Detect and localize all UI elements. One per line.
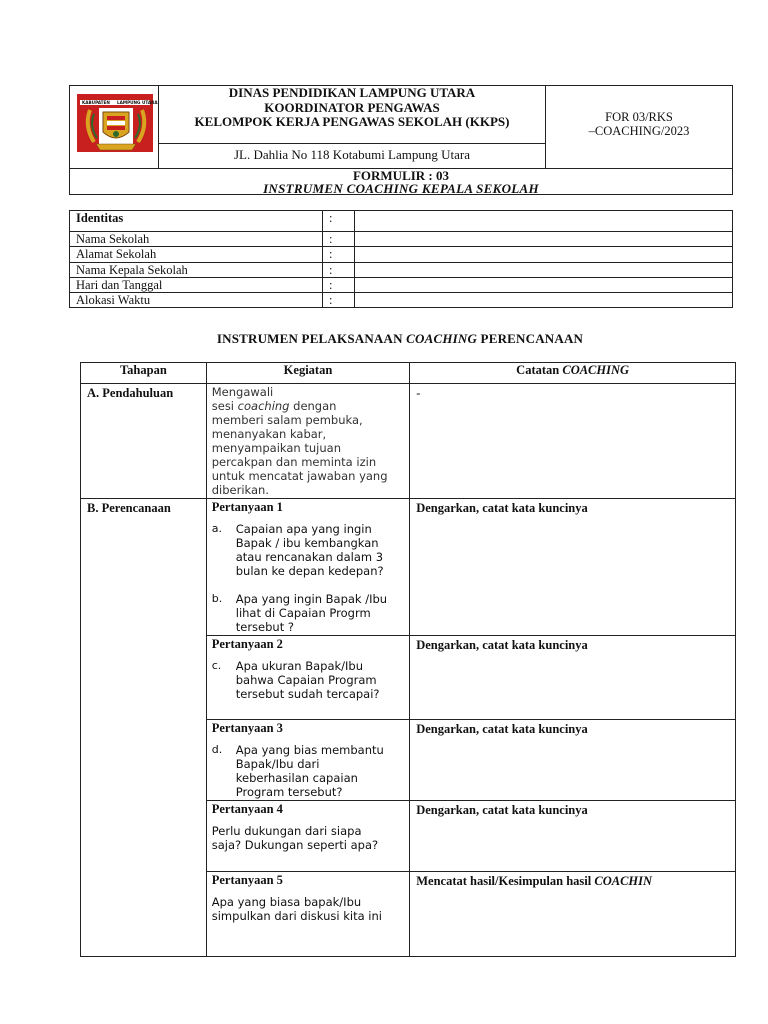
question-text — [212, 895, 404, 923]
notes-cell[interactable]: Dengarkan, catat kata kuncinya — [410, 499, 736, 636]
section-title — [0, 331, 768, 347]
question-text — [236, 659, 380, 701]
identity-label: Hari dan Tanggal — [70, 277, 323, 292]
section-title-pre: INSTRUMEN PELAKSANAAN — [216, 331, 407, 346]
activity-line: memberi salam pembuka, — [211, 413, 363, 427]
identity-table — [69, 210, 733, 308]
activity-line: untuk mencatat jawaban yang — [211, 469, 388, 483]
conclusion-note-text: Mencatat hasil/Kesimpulan hasil — [416, 874, 595, 888]
item-marker: a. — [211, 522, 222, 535]
agency-address: JL. Dahlia No 118 Kotabumi Lampung Utara — [234, 147, 470, 162]
identity-value-field[interactable] — [355, 211, 733, 232]
identity-header-row — [70, 211, 733, 232]
column-header-stage: Tahapan — [81, 363, 207, 384]
activity-line: menanyakan kabar, — [211, 427, 327, 441]
question-text — [236, 592, 387, 634]
question-line: atau rencanakan dalam 3 — [235, 550, 384, 564]
agency-line-2: KOORDINATOR PENGAWAS — [264, 99, 440, 115]
form-title-row — [70, 168, 732, 194]
identity-row — [70, 262, 733, 277]
question-line: bahwa Capaian Program — [235, 673, 377, 687]
item-marker: c. — [211, 659, 222, 672]
identity-value-field[interactable] — [355, 262, 733, 277]
question-line: Apa yang ingin Bapak /Ibu — [235, 592, 388, 606]
notes-cell[interactable]: Dengarkan, catat kata kuncinya — [410, 720, 736, 801]
coaching-table — [80, 362, 736, 957]
question-line: Apa yang bias membantu — [235, 743, 384, 757]
logo-cell — [70, 86, 159, 168]
form-code-cell — [546, 86, 732, 168]
question-line: Apa yang biasa bapak/Ibu — [211, 895, 362, 909]
question-title: Pertanyaan 5 — [211, 873, 283, 887]
question-title: Pertanyaan 1 — [211, 500, 283, 514]
item-marker: d. — [211, 743, 223, 756]
identity-colon: : — [323, 262, 355, 277]
activity-cell — [206, 499, 409, 636]
question-line: saja? Dukungan seperti apa? — [211, 838, 379, 852]
identity-colon: : — [323, 247, 355, 262]
stage-cell: A. Pendahuluan — [81, 384, 207, 499]
question-line: Apa ukuran Bapak/Ibu — [235, 659, 364, 673]
form-number: FORMULIR : 03 — [352, 168, 450, 183]
identity-label: Nama Sekolah — [70, 232, 323, 247]
form-code-line-1: FOR 03/RKS — [605, 110, 673, 124]
identity-value-field[interactable] — [355, 247, 733, 262]
identity-colon: : — [323, 277, 355, 292]
identity-colon: : — [323, 293, 355, 308]
question-title: Pertanyaan 2 — [211, 637, 283, 651]
stage-cell: B. Perencanaan — [81, 499, 207, 957]
question-line: Perlu dukungan dari siapa — [211, 824, 362, 838]
regency-emblem-icon — [70, 86, 159, 168]
agency-line-3: KELOMPOK KERJA PENGAWAS SEKOLAH (KKPS) — [194, 114, 510, 129]
identity-label: Nama Kepala Sekolah — [70, 262, 323, 277]
activity-cell — [206, 801, 409, 872]
agency-line-1: DINAS PENDIDIKAN LAMPUNG UTARA — [228, 85, 476, 100]
identity-row — [70, 293, 733, 308]
question-item — [212, 743, 404, 799]
identity-value-field[interactable] — [355, 232, 733, 247]
question-text — [212, 824, 404, 852]
activity-cell — [206, 636, 409, 720]
activity-line: percakpan dan meminta izin — [211, 455, 377, 469]
activity-line: Mengawali — [211, 385, 274, 399]
item-marker: b. — [211, 592, 223, 605]
notes-header-italic: COACHING — [562, 363, 630, 377]
activity-line: diberikan. — [211, 483, 269, 497]
table-row — [81, 499, 736, 636]
notes-cell[interactable]: - — [410, 384, 736, 499]
activity-cell — [206, 872, 409, 957]
letterhead-title-cell — [159, 86, 546, 168]
identity-row — [70, 277, 733, 292]
column-header-notes — [410, 363, 736, 384]
question-text — [236, 743, 384, 799]
logo-text-left: KABUPATEN — [82, 100, 110, 105]
activity-text: sesi — [211, 399, 238, 413]
question-line: lihat di Capaian Progrm — [235, 606, 371, 620]
identity-label: Alokasi Waktu — [70, 293, 323, 308]
activity-cell — [206, 720, 409, 801]
table-row — [81, 384, 736, 499]
notes-cell[interactable]: Dengarkan, catat kata kuncinya — [410, 801, 736, 872]
question-line: tersebut ? — [235, 620, 294, 634]
identity-label: Alamat Sekolah — [70, 247, 323, 262]
notes-cell[interactable]: Dengarkan, catat kata kuncinya — [410, 636, 736, 720]
form-title: INSTRUMEN COACHING KEPALA SEKOLAH — [263, 181, 539, 196]
question-line: Bapak / ibu kembangkan — [235, 536, 379, 550]
activity-cell — [206, 384, 409, 499]
column-header-activity: Kegiatan — [206, 363, 409, 384]
question-line: Program tersebut? — [235, 785, 343, 799]
notes-cell[interactable] — [410, 872, 736, 957]
identity-heading: Identitas — [70, 211, 323, 232]
question-line: Bapak/Ibu dari — [235, 757, 320, 771]
identity-colon: : — [323, 211, 355, 232]
activity-line: menyampaikan tujuan — [211, 441, 341, 455]
question-line: bulan ke depan kedepan? — [235, 564, 384, 578]
question-item — [212, 522, 404, 578]
question-title: Pertanyaan 4 — [211, 802, 283, 816]
question-text — [236, 522, 384, 578]
activity-line — [212, 399, 404, 413]
question-line: Capaian apa yang ingin — [235, 522, 372, 536]
question-title: Pertanyaan 3 — [211, 721, 283, 735]
identity-row — [70, 232, 733, 247]
question-line: tersebut sudah tercapai? — [235, 687, 380, 701]
letterhead — [69, 85, 733, 195]
identity-row — [70, 247, 733, 262]
logo-text-right: LAMPUNG UTARA — [117, 100, 158, 105]
section-title-italic: COACHING — [406, 331, 478, 346]
identity-value-field[interactable] — [355, 277, 733, 292]
agency-names — [159, 86, 545, 144]
question-item — [212, 592, 404, 634]
notes-header-pre: Catatan — [516, 363, 563, 377]
activity-text: dengan — [289, 399, 337, 413]
identity-colon: : — [323, 232, 355, 247]
question-line: simpulkan dari diskusi kita ini — [211, 909, 382, 923]
identity-value-field[interactable] — [355, 293, 733, 308]
question-line: keberhasilan capaian — [235, 771, 358, 785]
form-code-line-2: –COACHING/2023 — [588, 124, 690, 138]
conclusion-note-italic: COACHIN — [594, 874, 653, 888]
question-item — [212, 659, 404, 701]
table-header-row — [81, 363, 736, 384]
section-title-post: PERENCANAAN — [477, 331, 584, 346]
activity-italic-text: coaching — [237, 399, 290, 413]
